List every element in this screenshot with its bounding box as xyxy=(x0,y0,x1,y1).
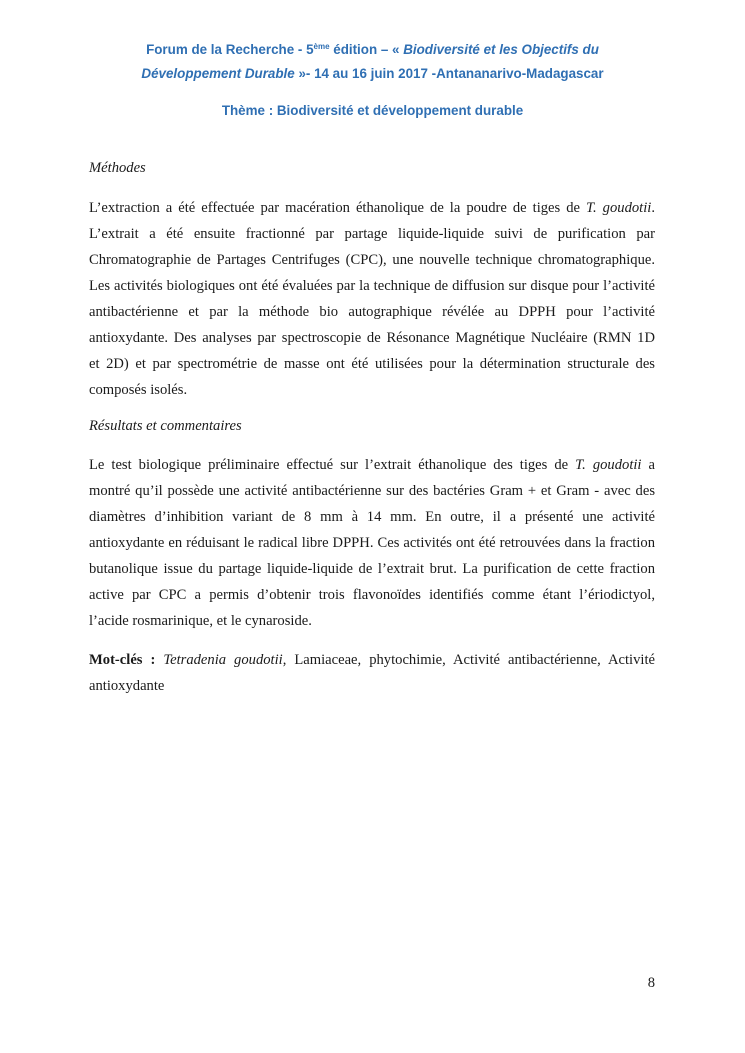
methodes-paragraph xyxy=(89,195,655,403)
header xyxy=(60,38,685,86)
page-number: 8 xyxy=(647,975,655,991)
resultats-line: active par CPC a permis d’obtenir trois flavonoïdes identifiés comme étant l’ériodictyol, xyxy=(89,587,655,603)
methodes-line: antioxydante. Des analyses par spectroscopie de Résonance Magnétique Nucléaire (RMN 1D xyxy=(89,330,655,346)
keywords-line-2: antioxydante xyxy=(89,678,165,694)
methodes-line: et 2D) et par spectrométrie de masse ont été utilisées pour la détermination structurale des xyxy=(89,356,655,372)
keywords-line-1: Mot-clés : Tetradenia goudotii, Lamiaceae, phytochimie, Activité antibactérienne, Activité xyxy=(89,652,655,668)
resultats-line: butanolique issue du partage liquide-liquide de l’extrait brut. La purification de cette fraction xyxy=(89,561,655,577)
resultats-line: montré qu’il possède une activité antibactérienne sur des bactéries Gram + et Gram - avec des xyxy=(89,483,655,499)
methodes-line: antibactérienne et par la méthode bio autographique révélée au DPPH pour l’activité xyxy=(89,304,655,320)
keywords-label: Mot-clés : xyxy=(89,652,156,668)
methodes-heading: Méthodes xyxy=(89,160,146,176)
resultats-line: l’acide rosmarinique, et le cynaroside. xyxy=(89,613,312,629)
resultats-line: antioxydante en réduisant le radical libre DPPH. Ces activités ont été retrouvées dans la fraction xyxy=(89,535,655,551)
header-line-1: Forum de la Recherche - 5ème édition – « Biodiversité et les Objectifs du xyxy=(146,42,599,57)
resultats-line: diamètres d’inhibition variant de 8 mm à 14 mm. En outre, il a présenté une activité xyxy=(89,509,655,525)
methodes-line: L’extrait a été ensuite fractionné par partage liquide-liquide suivi de purification par xyxy=(89,226,655,242)
methodes-line: composés isolés. xyxy=(89,382,188,398)
methodes-line: Les activités biologiques ont été évaluées par la technique de diffusion sur disque pour l’activité xyxy=(89,278,655,294)
header-line-2: Développement Durable »- 14 au 16 juin 2017 -Antananarivo-Madagascar xyxy=(141,66,604,81)
resultats-heading: Résultats et commentaires xyxy=(89,418,242,434)
methodes-line: Chromatographie de Partages Centrifuges (CPC), une nouvelle technique chromatographique. xyxy=(89,252,655,268)
methodes-line-1: L’extraction a été effectuée par macération éthanolique de la poudre de tiges de T. goudotii. xyxy=(89,200,655,216)
theme-title: Thème : Biodiversité et développement durable xyxy=(221,103,524,118)
resultats-paragraph xyxy=(89,452,655,634)
keywords xyxy=(89,647,655,699)
resultats-line-1: Le test biologique préliminaire effectué sur l’extrait éthanolique des tiges de T. goudotii a xyxy=(89,457,655,473)
